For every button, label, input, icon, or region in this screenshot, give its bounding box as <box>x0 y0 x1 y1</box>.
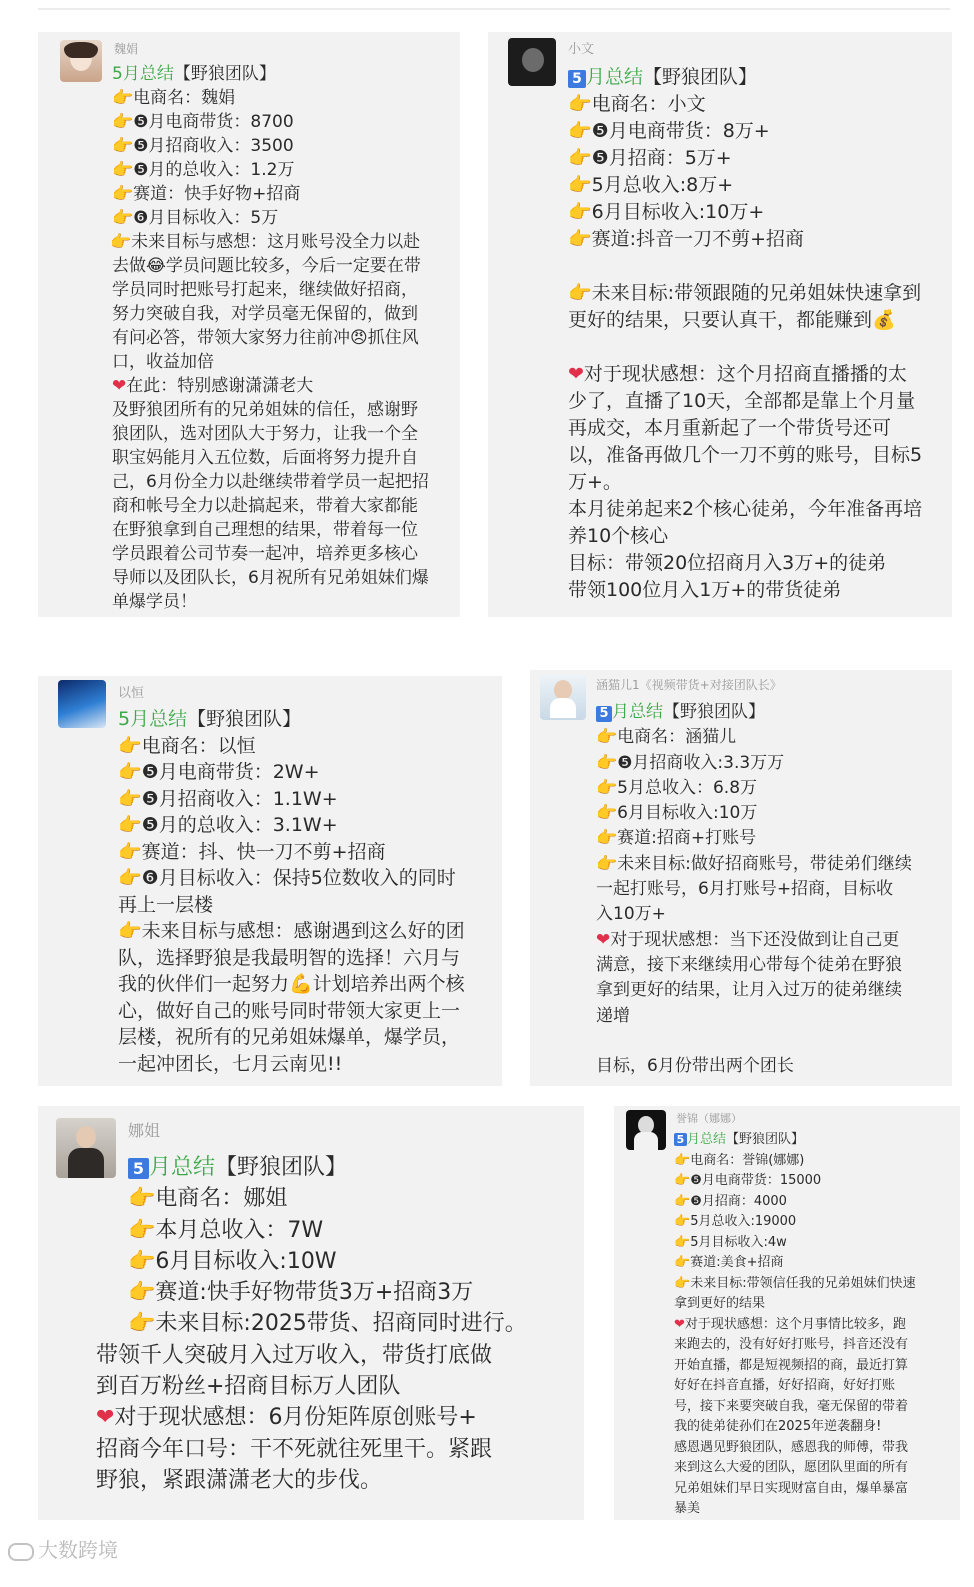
pointing-hand-icon: 👉 <box>110 232 132 252</box>
body-text: 暴美 <box>674 1501 701 1516</box>
body-text: 有问必答，带领大家努力往前冲😠抓住风 <box>112 328 419 348</box>
body-text: 一起打账号，6月打账号+招商，目标收 <box>596 879 894 900</box>
watermark <box>8 1534 118 1563</box>
pointing-hand-icon: 👉 <box>596 752 618 773</box>
team-label: 【野狼团队】 <box>215 1155 348 1180</box>
month-summary-label: 月总结 <box>687 1132 727 1147</box>
pointing-hand-icon: 👉 <box>596 727 618 748</box>
pointing-hand-icon: 👉 <box>118 734 142 757</box>
title-line <box>568 64 948 91</box>
body-text: 到百万粉丝+招商目标万人团队 <box>96 1374 401 1400</box>
body-text: 心，做好自己的账号同时带领大家更上一 <box>118 999 461 1022</box>
body-text: 口，收益加倍 <box>112 352 214 372</box>
body-text: 拿到更好的结果 <box>674 1296 766 1311</box>
body-text: 导师以及团队长，6月祝所有兄弟姐妹们爆 <box>112 568 429 588</box>
watermark-logo-icon <box>8 1543 34 1561</box>
line-ecommerce-sales: 👉❺月电商带货：2W+ <box>118 761 320 783</box>
post-content <box>596 700 946 1079</box>
line-recruit-income: 👉❺月招商收入：1.1W+ <box>118 787 338 810</box>
title-line <box>118 706 498 733</box>
pointing-hand-icon: 👉 <box>674 1234 691 1250</box>
line-track: 👉赛道:美食+招商 <box>674 1255 784 1270</box>
body-text: 己，6月份全力以赴继续带着学员一起把招 <box>112 472 429 492</box>
team-label: 【野狼团队】 <box>173 64 276 84</box>
pointing-hand-icon: 👉 <box>112 112 134 132</box>
line-total-income: 👉5月总收入:19000 <box>674 1214 797 1229</box>
line-total-income: 👉5月总收入:8万+ <box>568 174 734 196</box>
line-total-income: 👉5月总收入：6.8万 <box>596 777 758 798</box>
title-line <box>112 62 452 86</box>
body-text: 我的徒弟徒孙们在2025年逆袭翻身! <box>674 1419 882 1434</box>
body-text: 层楼，祝所有的兄弟姐妹爆单，爆学员， <box>118 1026 461 1048</box>
title-line <box>128 1152 578 1183</box>
pointing-hand-icon: 👉 <box>568 282 592 304</box>
pointing-hand-icon: 👉 <box>128 1217 156 1243</box>
pointing-hand-icon: 👉 <box>128 1311 156 1337</box>
line-merchant-name: 👉电商名：誉锦(娜娜) <box>674 1152 805 1168</box>
post-card-xiaowen <box>488 32 952 617</box>
body-text: 满意，接下来继续用心带每个徒弟在野狼 <box>596 954 902 975</box>
line-current-feelings: ❤对于现状感想：当下还没做到让自己更 <box>596 929 900 950</box>
username: 魏娟 <box>114 42 139 56</box>
pointing-hand-icon: 👉 <box>118 867 142 889</box>
pointing-hand-icon: 👉 <box>118 920 142 942</box>
line-recruit-income: 👉❺月招商：4000 <box>674 1193 787 1209</box>
pointing-hand-icon: 👉 <box>118 840 142 863</box>
title-line <box>674 1130 956 1151</box>
body-text: 队，选择野狼是我最明智的选择！六月与 <box>118 946 461 969</box>
body-text: 商和帐号全力以赴搞起来，带着大家都能 <box>112 496 418 516</box>
username: 以恒 <box>118 686 145 701</box>
month-summary-label: 月总结 <box>122 64 174 84</box>
body-text: 职宝妈能月入五位数，后面将努力提升自 <box>112 448 418 468</box>
month-number: 5 <box>674 1133 687 1146</box>
pointing-hand-icon: 👉 <box>596 777 618 798</box>
pointing-hand-icon: 👉 <box>112 208 134 228</box>
body-text: 目标：带领20位招商月入3万+的徒弟 <box>568 552 887 574</box>
line-track: 👉赛道:抖音一刀不剪+招商 <box>568 228 804 250</box>
line-merchant-name: 👉电商名：娜姐 <box>128 1186 288 1212</box>
team-label: 【野狼团队】 <box>643 66 758 88</box>
post-card-najie <box>38 1106 584 1520</box>
pointing-hand-icon: 👉 <box>674 1275 691 1291</box>
username: 娜姐 <box>128 1121 161 1140</box>
body-text: 号，接下来要突破自我，毫无保留的带着 <box>674 1398 909 1414</box>
line-recruit-income: 👉❺月招商：5万+ <box>568 147 732 169</box>
line-future-goal: 👉未来目标与感想：感谢遇到这么好的团 <box>118 920 465 942</box>
watermark-text: 大数跨境 <box>38 1538 118 1562</box>
body-text: 开始直播，都是短视频招的商，最近打算 <box>674 1357 909 1373</box>
post-content <box>674 1130 956 1520</box>
line-future-goal: 👉未来目标:带领信任我的兄弟姐妹们快速 <box>674 1275 916 1291</box>
line-total-income: 👉❺月的总收入：1.2万 <box>112 160 295 180</box>
body-text: 单爆学员！ <box>112 592 197 612</box>
body-text: 好好在抖音直播，好好招商，好好打账 <box>674 1378 896 1393</box>
line-merchant-name: 👉电商名：涵猫儿 <box>596 727 737 748</box>
body-text: 带领100位月入1万+的带货徒弟 <box>568 579 842 601</box>
line-target-income: 👉6月目标收入:10万 <box>596 803 758 824</box>
avatar[interactable] <box>60 40 102 82</box>
month-summary-label: 月总结 <box>130 708 188 730</box>
pointing-hand-icon: 👉 <box>568 147 592 169</box>
team-label: 【野狼团队】 <box>726 1132 805 1147</box>
post-card-yiheng <box>38 676 502 1086</box>
body-text: 在野狼拿到自己理想的结果，带着每一位 <box>112 520 418 540</box>
line-future-goal: 👉未来目标与感想：这月账号没全力以赴 <box>110 232 421 252</box>
pointing-hand-icon: 👉 <box>596 803 618 824</box>
body-text: 来跑去的，没有好好打账号，抖音还没有 <box>674 1337 909 1352</box>
body-text: 野狼，紧跟潇潇老大的步伐。 <box>96 1467 383 1493</box>
line-track: 👉赛道:快手好物带货3万+招商3万 <box>128 1280 474 1306</box>
pointing-hand-icon: 👉 <box>568 93 592 115</box>
heart-icon: ❤ <box>112 376 127 396</box>
pointing-hand-icon: 👉 <box>128 1280 156 1306</box>
title-line <box>596 700 946 725</box>
pointing-hand-icon: 👉 <box>674 1173 691 1188</box>
pointing-hand-icon: 👉 <box>112 160 134 180</box>
line-recruit-income: 👉❺月招商收入：3500 <box>112 136 294 156</box>
line-target-income: 👉❻月目标收入：5万 <box>112 208 279 228</box>
heart-icon: ❤ <box>596 929 611 950</box>
pointing-hand-icon: 👉 <box>568 228 592 250</box>
username: 小文 <box>568 42 595 57</box>
pointing-hand-icon: 👉 <box>596 828 618 849</box>
line-total-income: 👉❺月的总收入：3.1W+ <box>118 814 338 836</box>
pointing-hand-icon: 👉 <box>568 174 592 196</box>
line-ecommerce-sales: 👉❺月电商带货：15000 <box>674 1173 822 1188</box>
pointing-hand-icon: 👉 <box>118 761 142 783</box>
line-track: 👉赛道：快手好物+招商 <box>112 184 301 204</box>
pointing-hand-icon: 👉 <box>674 1152 691 1168</box>
body-text: 来到这么大爱的团队，愿团队里面的所有 <box>674 1460 909 1475</box>
blank-line <box>596 1029 946 1054</box>
line-target-income: 👉6月目标收入:10W <box>128 1248 337 1274</box>
body-text: 兄弟姐妹们早日实现财富自由，爆单暴富 <box>674 1480 909 1496</box>
body-text: 入10万+ <box>596 904 666 925</box>
body-text: 带领千人突破月入过万收入，带货打底做 <box>96 1342 493 1368</box>
line-current-feelings: ❤对于现状感想：这个月事情比较多，跑 <box>674 1316 906 1332</box>
pointing-hand-icon: 👉 <box>118 814 142 836</box>
post-content <box>118 706 498 1077</box>
pointing-hand-icon: 👉 <box>112 136 134 156</box>
pointing-hand-icon: 👉 <box>112 88 134 108</box>
pointing-hand-icon: 👉 <box>674 1193 691 1209</box>
line-target-income: 👉6月目标收入:10万+ <box>568 201 765 223</box>
body-text: 递增 <box>596 1005 630 1026</box>
line-current-feelings: ❤对于现状感想：6月份矩阵原创账号+ <box>96 1405 477 1431</box>
month-number: 5 <box>568 70 586 88</box>
post-card-hanmaoer <box>530 670 952 1086</box>
post-content <box>112 62 452 614</box>
avatar[interactable] <box>58 680 106 728</box>
line-track: 👉赛道:招商+打账号 <box>596 828 757 849</box>
heart-icon: ❤ <box>96 1405 115 1431</box>
line-merchant-name: 👉电商名：以恒 <box>118 734 256 757</box>
body-text: 本月徒弟起来2个核心徒弟，今年准备再培 <box>568 498 923 520</box>
month-number: 5 <box>596 706 612 722</box>
body-text: 万+。 <box>568 471 622 493</box>
body-text: 以，准备再做几个一刀不剪的账号，目标5 <box>568 444 923 466</box>
pointing-hand-icon: 👉 <box>674 1214 691 1229</box>
team-label: 【野狼团队】 <box>663 702 765 722</box>
pointing-hand-icon: 👉 <box>128 1186 156 1212</box>
line-future-goal: 👉未来目标:带领跟随的兄弟姐妹快速拿到 <box>568 282 922 304</box>
team-label: 【野狼团队】 <box>187 708 302 730</box>
post-card-weijuan <box>38 32 460 617</box>
pointing-hand-icon: 👉 <box>118 787 142 810</box>
body-text: 养10个核心 <box>568 525 669 547</box>
body-text: 感恩遇见野狼团队，感恩我的师傅，带我 <box>674 1439 909 1455</box>
pointing-hand-icon: 👉 <box>674 1255 691 1270</box>
blank-line <box>568 334 948 361</box>
line-future-goal: 👉未来目标:2025带货、招商同时进行。 <box>128 1311 527 1337</box>
pointing-hand-icon: 👉 <box>596 853 618 874</box>
body-text: 招商今年口号：干不死就往死里干。紧跟 <box>96 1436 493 1462</box>
month-number: 5 <box>128 1158 149 1179</box>
username: 誉锦（娜娜） <box>676 1112 742 1125</box>
line-merchant-name: 👉电商名：魏娟 <box>112 88 236 108</box>
line-ecommerce-sales: 👉❺月电商带货：8万+ <box>568 120 770 142</box>
body-text: 学员同时把账号打起来，继续做好招商， <box>112 280 418 300</box>
avatar[interactable] <box>56 1118 116 1178</box>
body-text: 一起冲团长，七月云南见!! <box>118 1052 343 1075</box>
post-content <box>96 1152 578 1496</box>
heart-icon: ❤ <box>674 1316 685 1332</box>
body-text: 少了，直播了10天，全部都是靠上个月量 <box>568 390 916 412</box>
body-text: 再成交，本月重新起了一个带货号还可 <box>568 417 892 439</box>
line-future-goal: 👉未来目标:做好招商账号，带徒弟们继续 <box>596 853 912 874</box>
line-ecommerce-sales: 👉❺月电商带货：8700 <box>112 112 294 132</box>
body-text: 更好的结果，只要认真干，都能赚到💰 <box>568 309 896 331</box>
line-target-income: 👉5月目标收入:4w <box>674 1234 787 1250</box>
pointing-hand-icon: 👉 <box>568 120 592 142</box>
body-text: 去做😂学员问题比较多，今后一定要在带 <box>112 256 421 276</box>
month-number: 5 <box>118 708 131 730</box>
thanks-line: ❤在此：特别感谢潇潇老大 <box>112 376 314 396</box>
line-current-feelings: ❤对于现状感想：这个月招商直播播的太 <box>568 363 907 385</box>
month-summary-label: 月总结 <box>586 66 644 88</box>
post-card-yujin <box>614 1106 960 1520</box>
pointing-hand-icon: 👉 <box>568 201 592 223</box>
line-target-income: 👉❻月目标收入：保持5位数收入的同时 <box>118 867 456 889</box>
month-summary-label: 月总结 <box>612 702 663 722</box>
line-recruit-income: 👉❺月招商收入:3.3万万 <box>596 752 785 773</box>
line-track: 👉赛道：抖、快一刀不剪+招商 <box>118 840 386 863</box>
post-content <box>568 64 948 604</box>
body-text: 目标，6月份带出两个团长 <box>596 1056 794 1077</box>
heart-icon: ❤ <box>568 363 584 385</box>
pointing-hand-icon: 👉 <box>112 184 134 204</box>
line-merchant-name: 👉电商名：小文 <box>568 93 706 115</box>
body-text: 狼团队，选对团队大于努力，让我一个全 <box>112 424 418 444</box>
body-text: 学员跟着公司节奏一起冲，培养更多核心 <box>112 544 418 564</box>
month-summary-label: 月总结 <box>149 1155 216 1180</box>
username: 涵猫儿1《视频带货+对接团队长》 <box>596 678 782 692</box>
body-text: 及野狼团所有的兄弟姐妹的信任，感谢野 <box>112 400 418 420</box>
body-text: 我的伙伴们一起努力💪计划培养出两个核 <box>118 973 465 995</box>
avatar[interactable] <box>626 1110 666 1150</box>
top-divider <box>38 8 950 10</box>
body-text: 再上一层楼 <box>118 893 214 916</box>
month-number: 5 <box>112 64 123 84</box>
line-total-income: 👉本月总收入：7W <box>128 1217 324 1243</box>
avatar[interactable] <box>540 674 586 720</box>
avatar[interactable] <box>508 38 556 86</box>
body-text: 努力突破自我，对学员毫无保留的，做到 <box>112 304 418 324</box>
body-text: 拿到更好的结果，让月入过万的徒弟继续 <box>596 980 902 1001</box>
blank-line <box>568 253 948 280</box>
pointing-hand-icon: 👉 <box>128 1248 156 1274</box>
